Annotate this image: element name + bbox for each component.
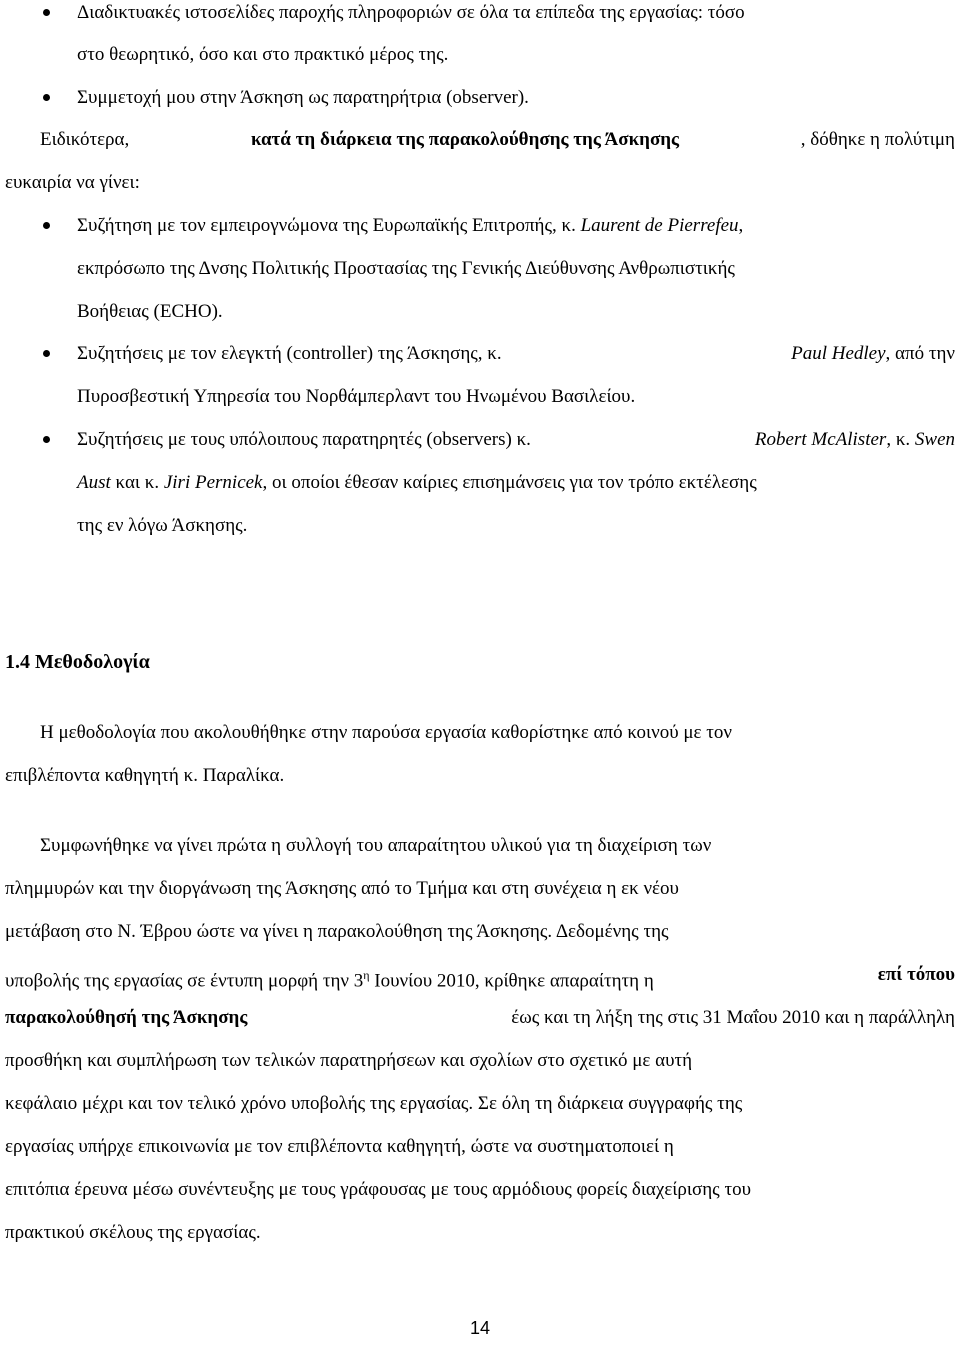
page-number: 14 <box>470 1318 491 1338</box>
paragraph-line: Η μεθοδολογία που ακολουθήθηκε στην παρούσα εργασία καθορίστηκε από κοινού με τον <box>40 722 733 743</box>
paragraph-text: Ιουνίου 2010, κρίθηκε απαραίτητη η <box>369 970 654 992</box>
bullet-icon <box>43 350 50 357</box>
person-name: Aust <box>77 472 111 493</box>
item-text: Συζητήσεις με τον ελεγκτή (controller) της Άσκησης, κ. <box>77 343 502 364</box>
section-heading <box>5 650 150 674</box>
bullet-text: Συμμετοχή μου στην Άσκηση ως παρατηρήτρια (observer). <box>77 87 529 108</box>
bullet-icon <box>43 94 50 101</box>
bullet-text: στο θεωρητικό, όσο και στο πρακτικό μέρος της. <box>77 44 449 65</box>
person-name: Jiri Pernicek <box>163 472 263 493</box>
paragraph-bold: παρακολούθησή της Άσκησης <box>5 1007 248 1028</box>
paragraph-text: υποβολής της εργασίας σε έντυπη μορφή την 3 <box>5 970 364 992</box>
list-item-line: Πυροσβεστική Υπηρεσία του Νορθάμπερλαντ του Ηνωμένου Βασιλείου. <box>77 386 636 407</box>
bullet-icon <box>43 9 50 16</box>
section-title: Μεθοδολογία <box>35 651 150 673</box>
paragraph-line: κεφάλαιο μέχρι και τον τελικό χρόνο υποβολής της εργασίας. Σε όλη τη διάρκεια συγγραφής της <box>5 1093 743 1114</box>
superscript: η <box>363 968 370 982</box>
paragraph-line <box>5 963 955 993</box>
paragraph-line: πλημμυρών και την διοργάνωση της Άσκησης από το Τμήμα και στη συνέχεια η εκ νέου <box>5 878 679 899</box>
item-text: , κ. <box>886 429 915 450</box>
item-text: και κ. <box>110 472 164 493</box>
section-number: 1.4 <box>5 651 30 673</box>
bullet-icon <box>43 222 50 229</box>
item-text: , <box>738 215 744 236</box>
paragraph-line: προσθήκη και συμπλήρωση των τελικών παρατηρήσεων και σχολίων στο σχετικό με αυτή <box>5 1050 693 1071</box>
list-item-line <box>77 342 955 366</box>
intro-text: Ειδικότερα, <box>40 129 130 150</box>
list-item-line: της εν λόγω Άσκησης. <box>77 515 248 536</box>
paragraph-line: μετάβαση στο Ν. Έβρου ώστε να γίνει η παρακολούθηση της Άσκησης. Δεδομένης της <box>5 921 669 942</box>
intro-bold: κατά τη διάρκεια της παρακολούθησης της Άσκησης <box>250 129 680 150</box>
list-item-line: εκπρόσωπο της Δνσης Πολιτικής Προστασίας της Γενικής Διεύθυνσης Ανθρωπιστικής <box>77 258 735 279</box>
paragraph-line: εργασίας υπήρχε επικοινωνία με τον επιβλέποντα καθηγητή, ώστε να συστηματοποιεί η <box>5 1136 674 1157</box>
bullet-icon <box>43 436 50 443</box>
person-name: Robert McAlister <box>754 429 887 450</box>
paragraph-line: Συμφωνήθηκε να γίνει πρώτα η συλλογή του απαραίτητου υλικού για τη διαχείριση των <box>40 835 712 856</box>
person-name: Swen <box>914 429 955 450</box>
intro-text: , δόθηκε η πολύτιμη <box>800 129 955 150</box>
paragraph-line: πρακτικού σκέλους της εργασίας. <box>5 1222 261 1243</box>
item-text: , οι οποίοι έθεσαν καίριες επισημάνσεις για τον τρόπο εκτέλεσης <box>262 472 757 493</box>
list-item-line <box>77 428 955 452</box>
list-item-line: Βοήθειας (ECHO). <box>77 301 223 322</box>
paragraph-line <box>5 1006 955 1030</box>
paragraph-line: επιβλέποντα καθηγητή κ. Παραλίκα. <box>5 765 285 786</box>
intro-line <box>40 128 955 152</box>
bullet-text: Διαδικτυακές ιστοσελίδες παροχής πληροφοριών σε όλα τα επίπεδα της εργασίας: τόσο <box>77 2 745 23</box>
person-name: Paul Hedley <box>791 343 886 364</box>
paragraph-bold: επί τόπου <box>877 964 955 985</box>
list-item-line <box>77 214 743 238</box>
item-text: , από την <box>885 343 955 364</box>
person-name: Laurent de Pierrefeu <box>580 215 739 236</box>
list-item-line <box>77 471 757 495</box>
paragraph-line: επιτόπια έρευνα μέσω συνέντευξης με τους γράφουσας με τους αρμόδιους φορείς διαχείρισης του <box>5 1179 751 1200</box>
item-text: Συζητήσεις με τους υπόλοιπους παρατηρητές (observers) κ. <box>77 429 531 450</box>
item-text: Συζήτηση με τον εμπειρογνώμονα της Ευρωπαϊκής Επιτροπής, κ. <box>77 215 581 236</box>
intro-line: ευκαιρία να γίνει: <box>5 172 140 193</box>
paragraph-text: έως και τη λήξη της στις 31 Μαΐου 2010 και η παράλληλη <box>511 1007 955 1028</box>
